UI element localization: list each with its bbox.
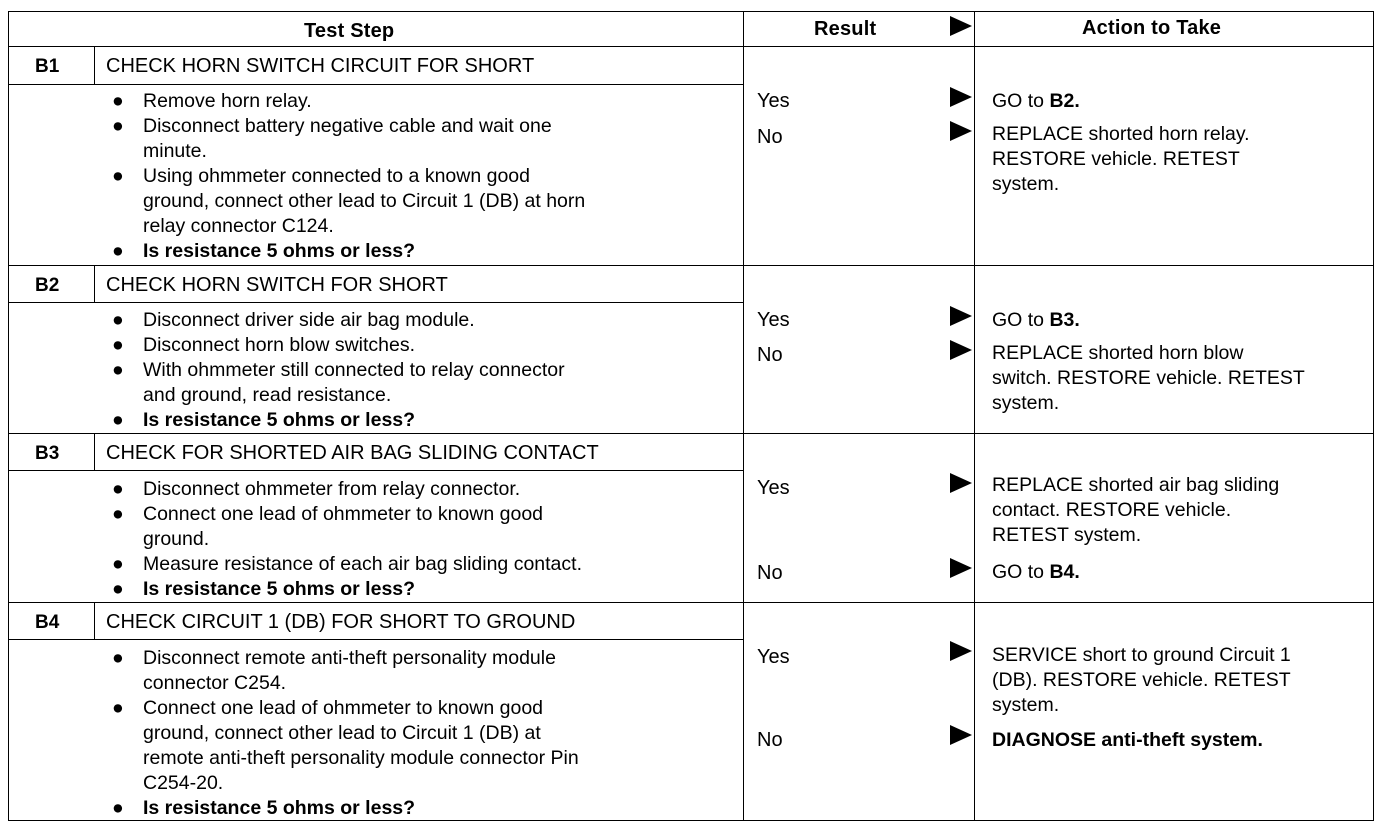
bullet-icon: ● (112, 165, 124, 187)
action-no (992, 560, 1377, 585)
b2-id-divider (94, 265, 95, 303)
line: SERVICE short to ground Circuit 1 (992, 644, 1291, 666)
line: GO to (992, 309, 1050, 331)
arrow-icon (950, 473, 972, 493)
line: REPLACE shorted horn blow (992, 342, 1244, 364)
header-arrow-icon (950, 16, 972, 36)
action-column-divider (974, 11, 975, 821)
line: Remove horn relay. (143, 90, 312, 112)
step-instructions (112, 646, 579, 821)
b3-title-bottom-border (8, 470, 744, 471)
line: system. (992, 173, 1060, 195)
line: ground, connect other lead to Circuit 1 (DB) at (143, 722, 541, 744)
line: Is resistance 5 ohms or less? (143, 797, 416, 819)
step-id: B1 (35, 56, 60, 77)
result-no: No (757, 126, 783, 148)
list-item (112, 333, 565, 358)
step-ref: B4. (1049, 561, 1080, 583)
list-item (112, 552, 582, 577)
line: Disconnect driver side air bag module. (143, 309, 475, 331)
step-id: B4 (35, 612, 60, 633)
arrow-icon (950, 725, 972, 745)
line: Measure resistance of each air bag sliding contact. (143, 553, 582, 575)
b4-id-divider (94, 602, 95, 640)
bullet-icon: ● (112, 409, 124, 431)
header-action: Action to Take (1082, 17, 1222, 39)
list-item (112, 308, 565, 333)
arrow-icon (950, 340, 972, 360)
bullet-icon: ● (112, 478, 124, 500)
line: minute. (143, 140, 207, 162)
question (112, 796, 579, 821)
line: Connect one lead of ohmmeter to known good (143, 697, 544, 719)
b2-row-bottom-border (8, 433, 1374, 434)
bullet-icon: ● (112, 90, 124, 112)
b1-title-bottom-border (8, 84, 744, 85)
line: RETEST system. (992, 524, 1142, 546)
header-test-step: Test Step (304, 20, 395, 42)
line: DIAGNOSE anti-theft system. (992, 729, 1263, 751)
step-instructions (112, 89, 585, 264)
list-item (112, 114, 585, 164)
line: system. (992, 392, 1060, 414)
action-no (992, 728, 1377, 753)
list-item (112, 89, 585, 114)
line: Using ohmmeter connected to a known good (143, 165, 530, 187)
step-ref: B3. (1049, 309, 1080, 331)
bullet-icon: ● (112, 553, 124, 575)
action-yes (992, 473, 1377, 548)
bullet-icon: ● (112, 334, 124, 356)
b2-title-bottom-border (8, 302, 744, 303)
step-instructions (112, 308, 565, 433)
result-yes: Yes (757, 309, 790, 331)
step-id: B2 (35, 275, 60, 296)
arrow-icon (950, 558, 972, 578)
list-item (112, 646, 579, 696)
line: switch. RESTORE vehicle. RETEST (992, 367, 1305, 389)
line: remote anti-theft personality module connector Pin (143, 747, 579, 769)
result-yes: Yes (757, 646, 790, 668)
list-item (112, 164, 585, 239)
result-no: No (757, 562, 783, 584)
bullet-icon: ● (112, 797, 124, 819)
bullet-icon: ● (112, 309, 124, 331)
step-id: B3 (35, 443, 60, 464)
line: With ohmmeter still connected to relay connector (143, 359, 565, 381)
line: Disconnect remote anti-theft personality module (143, 647, 556, 669)
b4-title-bottom-border (8, 639, 744, 640)
b1-id-divider (94, 46, 95, 85)
step-title: CHECK CIRCUIT 1 (DB) FOR SHORT TO GROUND (106, 611, 576, 633)
bullet-icon: ● (112, 697, 124, 719)
header-bottom-border (8, 46, 1374, 47)
line: Disconnect horn blow switches. (143, 334, 416, 356)
line: C254-20. (143, 772, 224, 794)
result-no: No (757, 729, 783, 751)
header-result: Result (814, 18, 877, 40)
arrow-icon (950, 87, 972, 107)
line: GO to (992, 90, 1050, 112)
line: ground. (143, 528, 210, 550)
b3-row-bottom-border (8, 602, 1374, 603)
line: GO to (992, 561, 1050, 583)
step-instructions (112, 477, 582, 602)
action-no (992, 341, 1377, 416)
question (112, 408, 565, 433)
list-item (112, 358, 565, 408)
line: REPLACE shorted horn relay. (992, 123, 1250, 145)
line: Disconnect battery negative cable and wait one (143, 115, 552, 137)
arrow-icon (950, 306, 972, 326)
line: Connect one lead of ohmmeter to known good (143, 503, 544, 525)
question (112, 239, 585, 264)
line: contact. RESTORE vehicle. (992, 499, 1232, 521)
result-yes: Yes (757, 477, 790, 499)
question (112, 577, 582, 602)
bullet-icon: ● (112, 503, 124, 525)
line: connector C254. (143, 672, 287, 694)
line: Is resistance 5 ohms or less? (143, 409, 416, 431)
list-item (112, 477, 582, 502)
b3-id-divider (94, 433, 95, 471)
action-no (992, 122, 1377, 197)
table-left-border (8, 11, 9, 821)
result-yes: Yes (757, 90, 790, 112)
arrow-icon (950, 641, 972, 661)
step-ref: B2. (1049, 90, 1080, 112)
line: REPLACE shorted air bag sliding (992, 474, 1280, 496)
action-yes (992, 308, 1377, 333)
list-item (112, 502, 582, 552)
table-top-border (8, 11, 1374, 12)
line: RESTORE vehicle. RETEST (992, 148, 1240, 170)
line: relay connector C124. (143, 215, 334, 237)
bullet-icon: ● (112, 647, 124, 669)
line: system. (992, 694, 1060, 716)
result-column-divider (743, 11, 744, 821)
b1-row-bottom-border (8, 265, 1374, 266)
result-no: No (757, 344, 783, 366)
bullet-icon: ● (112, 115, 124, 137)
step-title: CHECK FOR SHORTED AIR BAG SLIDING CONTACT (106, 442, 599, 464)
step-title: CHECK HORN SWITCH CIRCUIT FOR SHORT (106, 55, 535, 77)
line: and ground, read resistance. (143, 384, 392, 406)
line: (DB). RESTORE vehicle. RETEST (992, 669, 1291, 691)
line: ground, connect other lead to Circuit 1 (DB) at horn (143, 190, 586, 212)
line: Disconnect ohmmeter from relay connector. (143, 478, 521, 500)
step-title: CHECK HORN SWITCH FOR SHORT (106, 274, 448, 296)
line: Is resistance 5 ohms or less? (143, 240, 416, 262)
bullet-icon: ● (112, 240, 124, 262)
action-yes (992, 89, 1377, 114)
line: Is resistance 5 ohms or less? (143, 578, 416, 600)
bullet-icon: ● (112, 359, 124, 381)
bullet-icon: ● (112, 578, 124, 600)
list-item (112, 696, 579, 796)
action-yes (992, 643, 1377, 718)
arrow-icon (950, 121, 972, 141)
